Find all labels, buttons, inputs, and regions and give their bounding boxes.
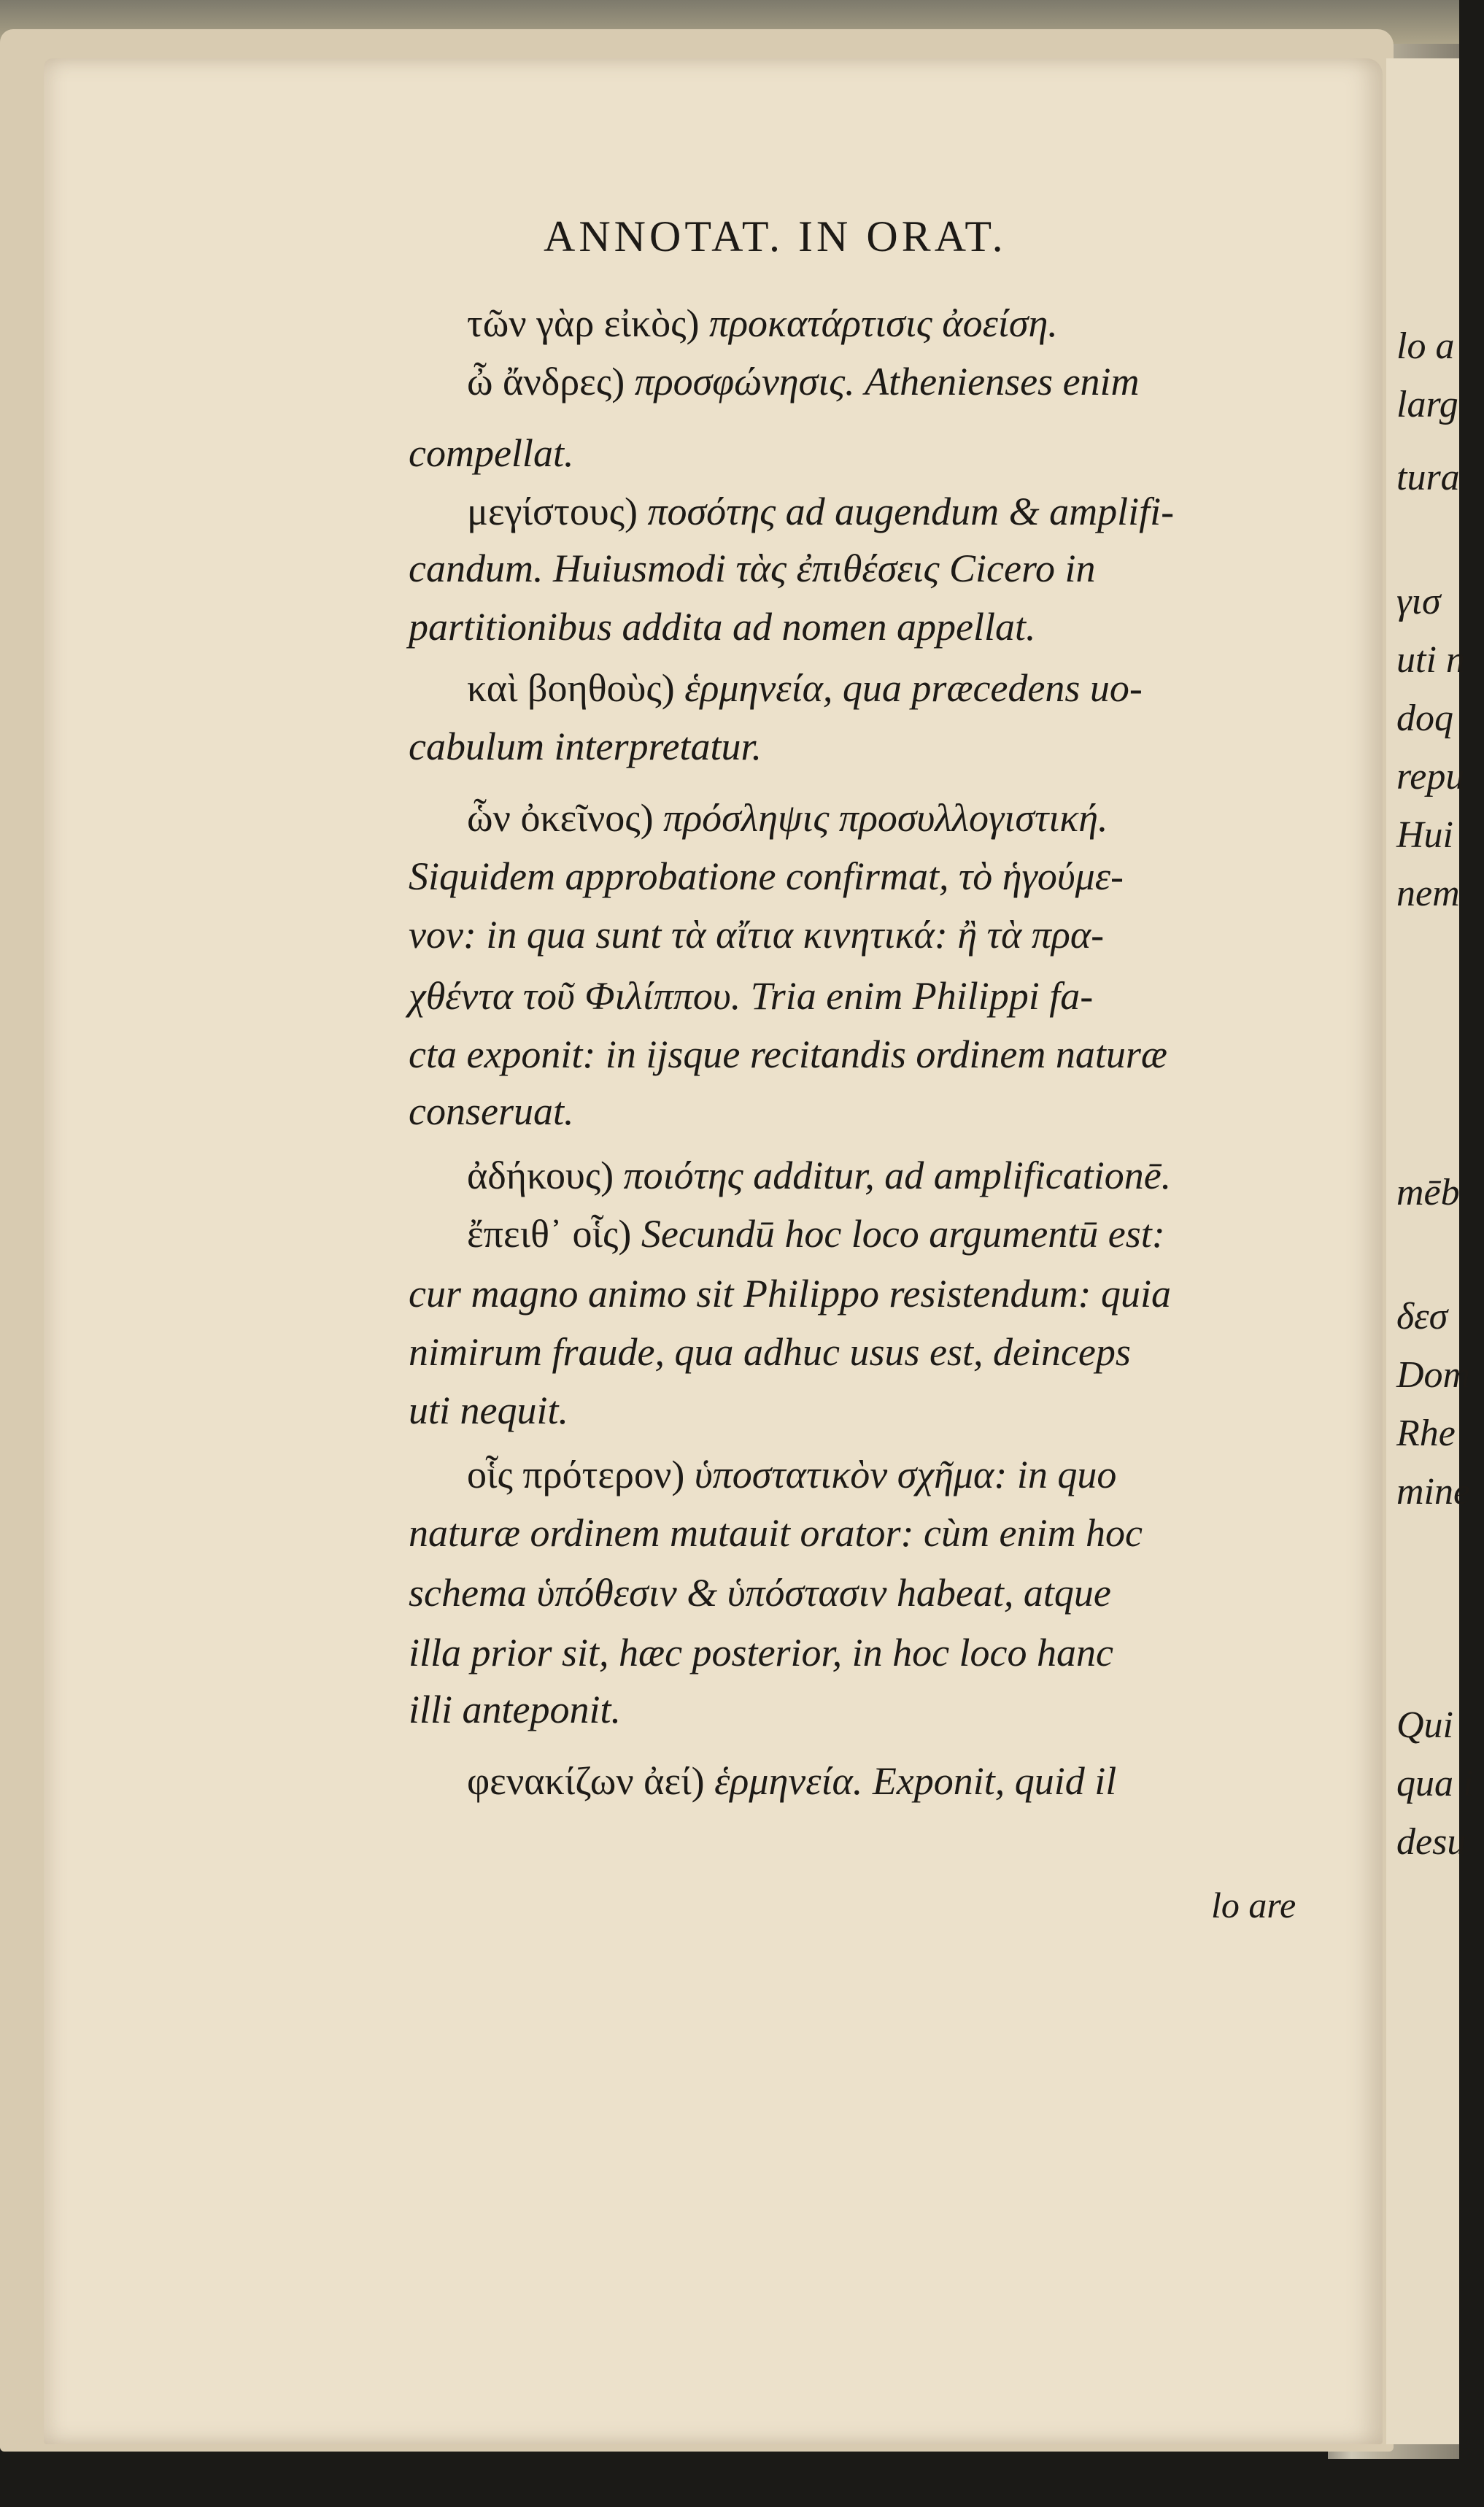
commentary-text: schema ὑπόθεσιν & ὑπόστασιν habeat, atque (409, 1571, 1111, 1615)
facing-page-fragment: mēb (1396, 1172, 1460, 1213)
commentary-text: Secundū hoc loco argumentū est: (631, 1212, 1165, 1256)
text-line (467, 795, 1108, 857)
facing-page-fragment: uti n (1396, 639, 1465, 681)
commentary-text: ποιότης additur, ad amplificationē. (614, 1154, 1172, 1197)
facing-page-fragment: repu (1396, 756, 1465, 797)
greek-lemma: ὦ ἄνδρες) (467, 360, 625, 403)
commentary-text: cta exponit: in ijsque recitandis ordinem naturæ (409, 1032, 1167, 1076)
facing-page-fragment: tura (1396, 457, 1460, 498)
facing-page-fragment: Rhe (1396, 1413, 1456, 1454)
commentary-text: cabulum interpretatur. (409, 725, 762, 768)
text-line (409, 1089, 573, 1150)
text-line (409, 912, 1104, 973)
facing-page-fragment: desu (1396, 1821, 1466, 1863)
commentary-text: cur magno animo sit Philippo resistendum: quia (409, 1272, 1171, 1316)
greek-lemma: οἷς πρότερον) (467, 1453, 685, 1496)
text-line (409, 973, 1093, 1035)
greek-lemma: φενακίζων ἀεί) (467, 1759, 705, 1803)
text-line (409, 1570, 1111, 1631)
text-line (409, 546, 1096, 607)
text-line (467, 301, 1058, 362)
facing-page-fragment: lo a (1396, 325, 1455, 367)
catchword: lo are (1211, 1885, 1296, 1925)
facing-page-strip (1386, 58, 1474, 2444)
text-line (409, 1510, 1143, 1572)
text-line (467, 1452, 1116, 1513)
text-line (467, 359, 1140, 420)
greek-lemma: ἔπειθ᾽ οἷς) (467, 1212, 632, 1256)
commentary-text: χθέντα τοῦ Φιλίππου. Tria enim Philippi fa- (409, 974, 1094, 1018)
greek-lemma: καὶ βοηθοὺς) (467, 666, 675, 710)
facing-page-fragment: δεσ (1396, 1296, 1448, 1337)
commentary-text: ποσότης ad augendum & amplifi- (637, 490, 1175, 533)
commentary-text: illa prior sit, hæc posterior, in hoc loco hanc (409, 1631, 1113, 1674)
commentary-text: προσφώνησις. Athenienses enim (625, 360, 1140, 403)
text-line (409, 724, 762, 785)
commentary-text: naturæ ordinem mutauit orator: cùm enim hoc (409, 1511, 1143, 1555)
greek-lemma: τῶν γὰρ εἰκὸς) (467, 301, 700, 345)
facing-page-fragment: mine (1396, 1471, 1471, 1513)
commentary-text: uti nequit. (409, 1388, 568, 1432)
commentary-text: conseruat. (409, 1089, 574, 1133)
commentary-text: ὑποστατικὸν σχῆμα: in quo (684, 1453, 1117, 1496)
commentary-text: compellat. (409, 431, 574, 475)
commentary-text: candum. Huiusmodi τὰς ἐπιθέσεις Cicero in (409, 546, 1096, 590)
greek-lemma: μεγίστους) (467, 490, 638, 533)
facing-page-fragment: larg (1396, 384, 1458, 425)
facing-page-fragment: Qui (1396, 1704, 1453, 1746)
facing-page-fragment: nem (1396, 873, 1460, 914)
facing-page-fragment: qua i (1396, 1763, 1474, 1804)
commentary-text: ἑρμηνεία, qua præcedens uo- (674, 666, 1143, 710)
running-header: ANNOTAT. IN ORAT. (544, 212, 1007, 260)
text-line (467, 665, 1143, 727)
commentary-text: Siquidem approbatione confirmat, τὸ ἡγούμε- (409, 854, 1124, 898)
facing-page-fragment: Hui (1396, 814, 1453, 856)
text-line (409, 1032, 1167, 1093)
facing-page-fragment: γισ (1396, 581, 1441, 622)
commentary-text: νον: in qua sunt τὰ αἴτια κινητικά: ἢ τὰ πρα- (409, 913, 1105, 957)
facing-page-fragment: Dom (1396, 1354, 1471, 1396)
text-line (409, 854, 1124, 915)
greek-lemma: ὧν ὀκεῖνος) (467, 796, 654, 840)
text-line (409, 1388, 568, 1449)
text-line (467, 1758, 1116, 1820)
commentary-text: partitionibus addita ad nomen appellat. (409, 605, 1036, 649)
text-line (467, 1153, 1171, 1214)
commentary-text: πρόσληψις προσυλλογιστική. (653, 796, 1108, 840)
text-line (467, 489, 1174, 550)
text-line (467, 1211, 1165, 1272)
text-line (409, 1687, 621, 1748)
text-line (409, 1329, 1131, 1391)
greek-lemma: ἀδήκους) (467, 1154, 614, 1197)
text-line (409, 604, 1036, 665)
text-line (409, 1630, 1113, 1691)
commentary-text: προκατάρτισις ἀοείση. (699, 301, 1058, 345)
commentary-text: nimirum fraude, qua adhuc usus est, deinceps (409, 1330, 1131, 1374)
text-line (409, 1271, 1171, 1332)
text-line (409, 430, 573, 492)
facing-page-fragment: doq (1396, 698, 1453, 739)
commentary-text: illi anteponit. (409, 1688, 621, 1731)
commentary-text: ἑρμηνεία. Exponit, quid il (704, 1759, 1117, 1803)
